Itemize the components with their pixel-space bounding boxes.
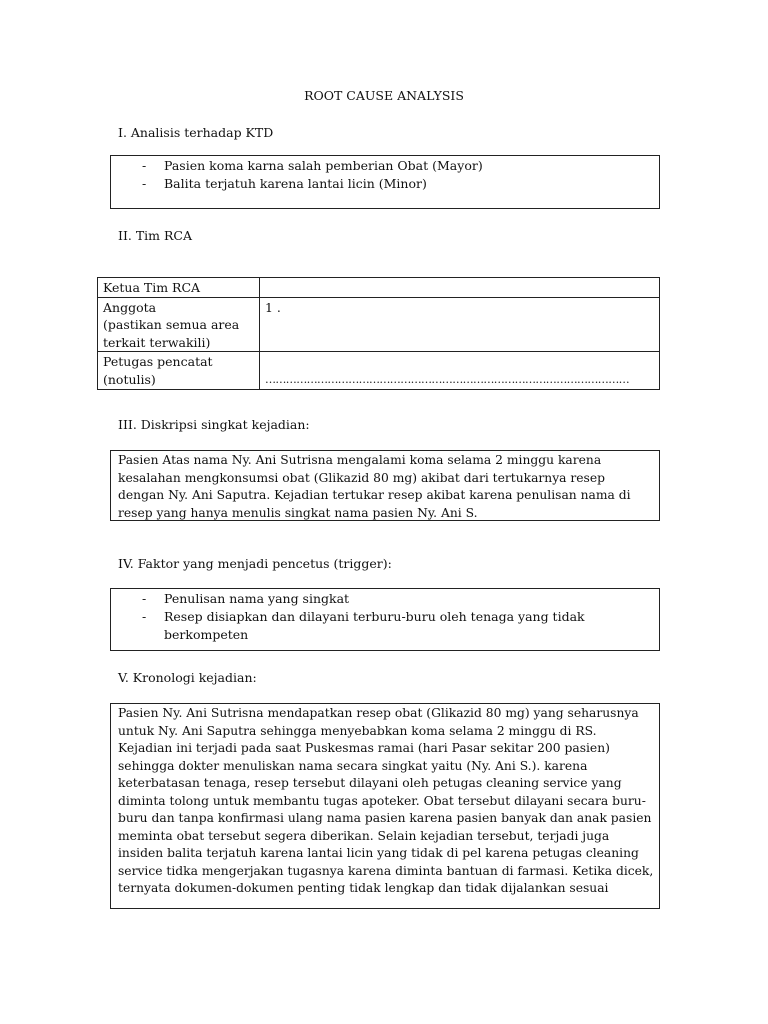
section-5-heading: V. Kronologi kejadian: bbox=[118, 670, 257, 685]
section-3-heading: III. Diskripsi singkat kejadian: bbox=[118, 417, 310, 432]
page-title: ROOT CAUSE ANALYSIS bbox=[304, 88, 464, 103]
ketua-label: Ketua Tim RCA bbox=[98, 278, 260, 298]
section-3-box bbox=[110, 450, 660, 521]
list-item: - Penulisan nama yang singkat bbox=[111, 590, 619, 608]
table-row bbox=[98, 352, 660, 390]
anggota-label: Anggota (pastikan semua area terkait terwakili) bbox=[98, 297, 260, 352]
ketua-value bbox=[260, 278, 660, 298]
tim-rca-table bbox=[97, 277, 660, 390]
chronology-text: Pasien Ny. Ani Sutrisna mendapatkan resep obat (Glikazid 80 mg) yang seharusnya untuk Ny. Ani Saputra sehingga menyebabkan koma selama 2 minggu di RS. Kejadian ini terjadi pada saat Puskesmas ramai (hari Pasar sekitar 200 pasien) sehingga dokter menuliskan nama secara singkat yaitu (Ny. Ani S.). karena keterbatasan tenaga, resep tersebut dilayani oleh petugas cleaning service yang diminta tolong untuk membantu tugas apoteker. Obat tersebut dilayani secara buru-buru dan tanpa konfirmasi ulang nama pasien karena pasien banyak dan anak pasien meminta obat tersebut segera diberikan. Selain kejadian tersebut, terjadi juga insiden balita terjatuh karena lantai licin yang tidak di pel karena petugas cleaning service tidka mengerjakan tugasnya karena diminta bantuan di farmasi. Ketika dicek, ternyata dokumen-dokumen penting tidak lengkap dan tidak dijalankan sesuai bbox=[118, 706, 654, 895]
list-item: - Balita terjatuh karena lantai licin (Minor) bbox=[111, 175, 659, 193]
section-4-box bbox=[110, 588, 660, 651]
section-5-box bbox=[110, 703, 660, 909]
notulis-label: Petugas pencatat (notulis) bbox=[98, 352, 260, 390]
section-1-heading: I. Analisis terhadap KTD bbox=[118, 125, 274, 140]
section-2-heading: II. Tim RCA bbox=[118, 228, 192, 243]
list-item: - Pasien koma karna salah pemberian Obat (Mayor) bbox=[111, 157, 659, 175]
notulis-value: …………………………………………………………………………………………… bbox=[265, 373, 630, 386]
notulis-value-cell bbox=[260, 352, 660, 390]
list-item: - Resep disiapkan dan dilayani terburu-buru oleh tenaga yang tidak berkompeten bbox=[111, 608, 619, 644]
section-1-box bbox=[110, 155, 660, 209]
anggota-value: 1 . bbox=[260, 297, 660, 352]
section-4-heading: IV. Faktor yang menjadi pencetus (trigger): bbox=[118, 556, 392, 571]
section-1-list bbox=[111, 157, 659, 193]
description-text: Pasien Atas nama Ny. Ani Sutrisna mengalami koma selama 2 minggu karena kesalahan mengkonsumsi obat (Glikazid 80 mg) akibat dari tertukarnya resep dengan Ny. Ani Saputra. Kejadian tertukar resep akibat karena penulisan nama di resep yang hanya menulis singkat nama pasien Ny. Ani S. bbox=[118, 453, 631, 520]
section-4-list bbox=[111, 590, 619, 644]
table-row bbox=[98, 278, 660, 298]
table-row bbox=[98, 297, 660, 352]
